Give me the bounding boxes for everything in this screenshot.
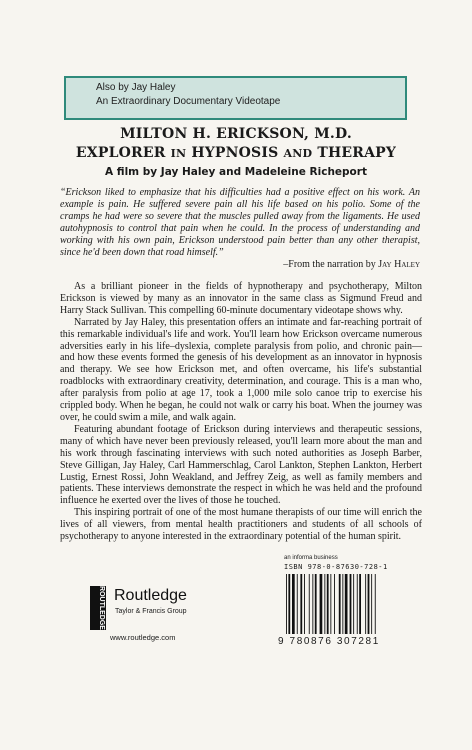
book-title-line-2 (0, 145, 472, 162)
publisher-group: Taylor & Francis Group (115, 608, 187, 615)
title-word: EXPLORER (75, 145, 166, 161)
body-paragraph: This inspiring portrait of one of the most humane therapists of our time will enrich the lives of all viewers, from mental health practitioners and students of all schools of psychotherapy to anyone interested in the extraordinary potential of the human spirit. (60, 507, 422, 543)
also-by-banner (64, 76, 407, 120)
quote-attribution (232, 259, 420, 271)
book-title-line-1: MILTON H. ERICKSON, M.D. (120, 126, 352, 142)
banner-line-2: An Extraordinary Documentary Videotape (96, 96, 281, 107)
body-paragraph: Featuring abundant footage of Erickson during interviews and therapeutic sessions, many of which have never been previously released, you'll learn more about the man and his work through fascinating interviews with such noted authorities as Joseph Barber, Steve Gilligan, Jay Haley, Carl Hammerschlag, Carol Lankton, Stephen Lankton, Herbert Lustig, Ernest Rossi, John Weakland, and Jeffrey Zeig, as well as family members and patients. These interviews demonstrate the respect in which he was held and the profound influence he exerted over the lives of those he touched. (60, 423, 422, 507)
body-paragraph: Narrated by Jay Haley, this presentation offers an intimate and far-reaching portrait of this remarkable individual's life and work. You'll learn how Erickson overcame numerous adversities early in his life–dyslexia, complete paralysis from polio, and chronic pain—and how these events formed the genesis of his development as an innovator in hypnosis and therapy. We see how Erickson met, and often overcame, his life's substantial roadblocks with extraordinary creativity, determination, and courage. This is a man who, after paralysis from polio at age 17, took a 1,000 mile solo canoe trip to exercise his crippled body. When he began, he could not walk or carry his boat. When the journey was over, he could swim a mile, and walk again. (60, 316, 422, 423)
body-paragraph: As a brilliant pioneer in the fields of hypnotherapy and psychotherapy, Milton Erickson is viewed by many as an innovator in the same class as Sigmund Freud and Harry Stack Sullivan. This compelling 60-minute documentary videotape shows why. (60, 281, 422, 316)
title-word: HYPNOSIS (191, 145, 279, 161)
film-byline: A film by Jay Haley and Madeleine Richeport (105, 166, 367, 178)
attribution-prefix: –From the narration by (283, 259, 376, 270)
attribution-name: Jay Haley (378, 259, 420, 270)
title-word: IN (170, 147, 187, 160)
svg-text:ROUTLEDGE: ROUTLEDGE (98, 586, 105, 630)
banner-line-1: Also by Jay Haley (96, 82, 176, 93)
informa-business-line: an informa business (284, 555, 338, 561)
pull-quote: “Erickson liked to emphasize that his difficulties had a positive effect on his work. An example is pain. He suffered severe pain all his life based on his polio. Some of the cramps he had were so severe that the muscles pulled away from the ligaments. He used autohypnosis to control that pain when he could. In the process of understanding and working with his own pain, Erickson understood pain better than any other therapist, since he'd been down that road himself.” (60, 187, 420, 258)
barcode-number: 9 780876 307281 (278, 636, 380, 647)
isbn-text: ISBN 978-0-87630-728-1 (284, 563, 388, 571)
routledge-logo-icon (88, 586, 108, 630)
publisher-name: Routledge (114, 587, 187, 604)
publisher-url: www.routledge.com (110, 633, 176, 642)
title-word: THERAPY (317, 145, 397, 161)
description-body (60, 281, 422, 543)
title-word: AND (283, 147, 313, 160)
barcode (284, 574, 414, 634)
